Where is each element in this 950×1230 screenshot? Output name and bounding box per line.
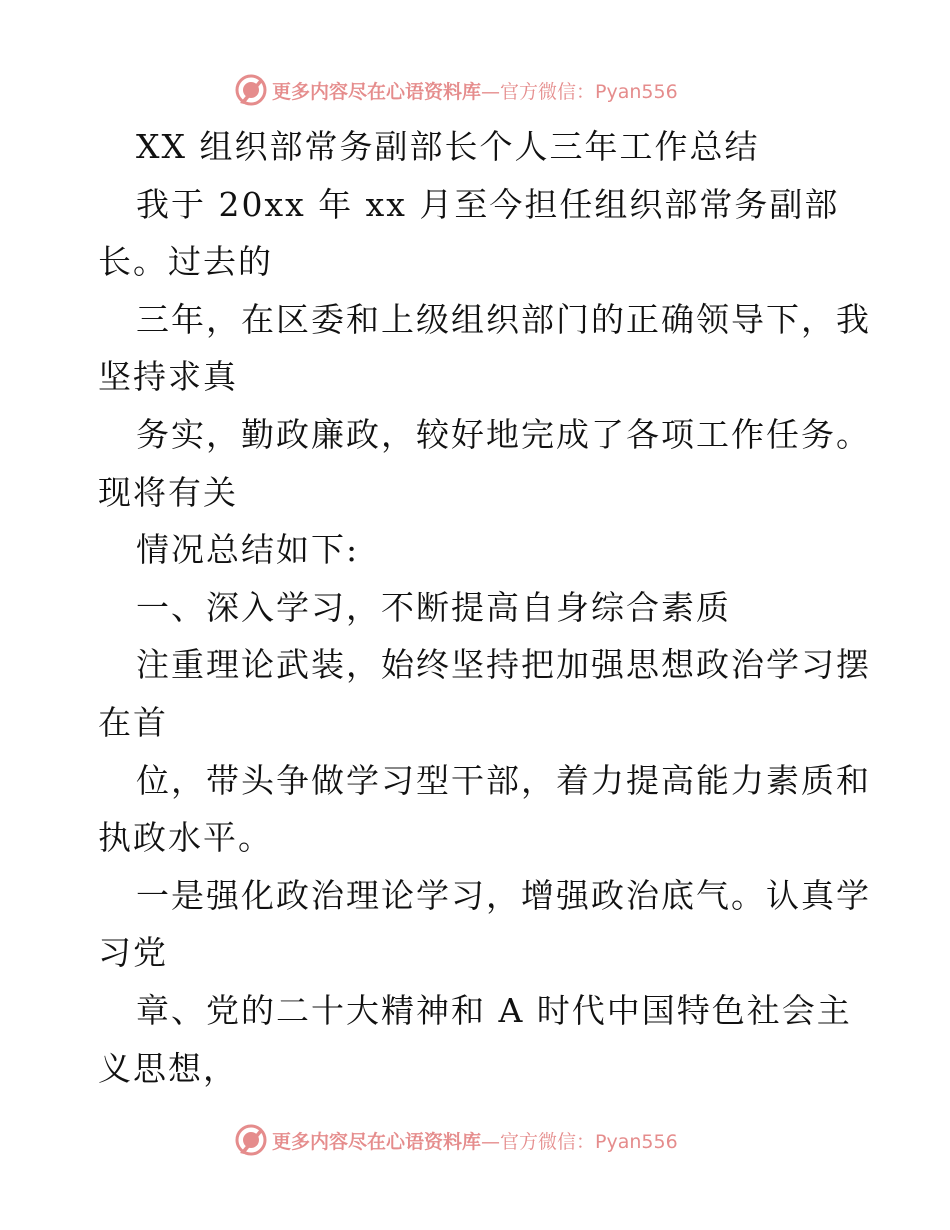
footer-banner [234, 1122, 678, 1158]
paragraph-line: 现将有关 [98, 472, 238, 512]
paragraph-line: 执政水平。 [98, 818, 273, 858]
paragraph-line: 一是强化政治理论学习，增强政治底气。认真学 [136, 875, 871, 915]
banner-main-text: 更多内容尽在心语资料库 [272, 80, 482, 103]
paragraph-line: 义思想， [98, 1048, 238, 1088]
banner-main-text: 更多内容尽在心语资料库 [272, 1130, 482, 1153]
banner-wechat-text: —官方微信：Pyan556 [481, 80, 678, 103]
paragraph-line: 我于 20xx 年 xx 月至今担任组织部常务副部 [136, 184, 840, 224]
paragraph-line: 情况总结如下: [136, 530, 360, 570]
paragraph-line: 位，带头争做学习型干部，着力提高能力素质和 [136, 760, 871, 800]
document-body [98, 118, 871, 1097]
section-heading: 一、深入学习，不断提高自身综合素质 [136, 587, 731, 627]
paragraph-line: 习党 [98, 933, 168, 973]
paragraph-line: 务实，勤政廉政，较好地完成了各项工作任务。 [136, 414, 871, 454]
paragraph-line: 长。过去的 [98, 242, 273, 282]
header-banner [234, 72, 678, 108]
paragraph-line: 注重理论武装，始终坚持把加强思想政治学习摆 [136, 645, 871, 685]
paragraph-line: 坚持求真 [98, 357, 238, 397]
banner-wechat-text: —官方微信：Pyan556 [481, 1130, 678, 1153]
paragraph-line: 三年，在区委和上级组织部门的正确领导下，我 [136, 299, 871, 339]
quill-seal-icon [234, 73, 268, 107]
document-title: XX 组织部常务副部长个人三年工作总结 [136, 127, 760, 166]
paragraph-line: 章、党的二十大精神和 A 时代中国特色社会主 [136, 990, 852, 1030]
paragraph-line: 在首 [98, 702, 168, 742]
quill-seal-icon [234, 1123, 268, 1157]
